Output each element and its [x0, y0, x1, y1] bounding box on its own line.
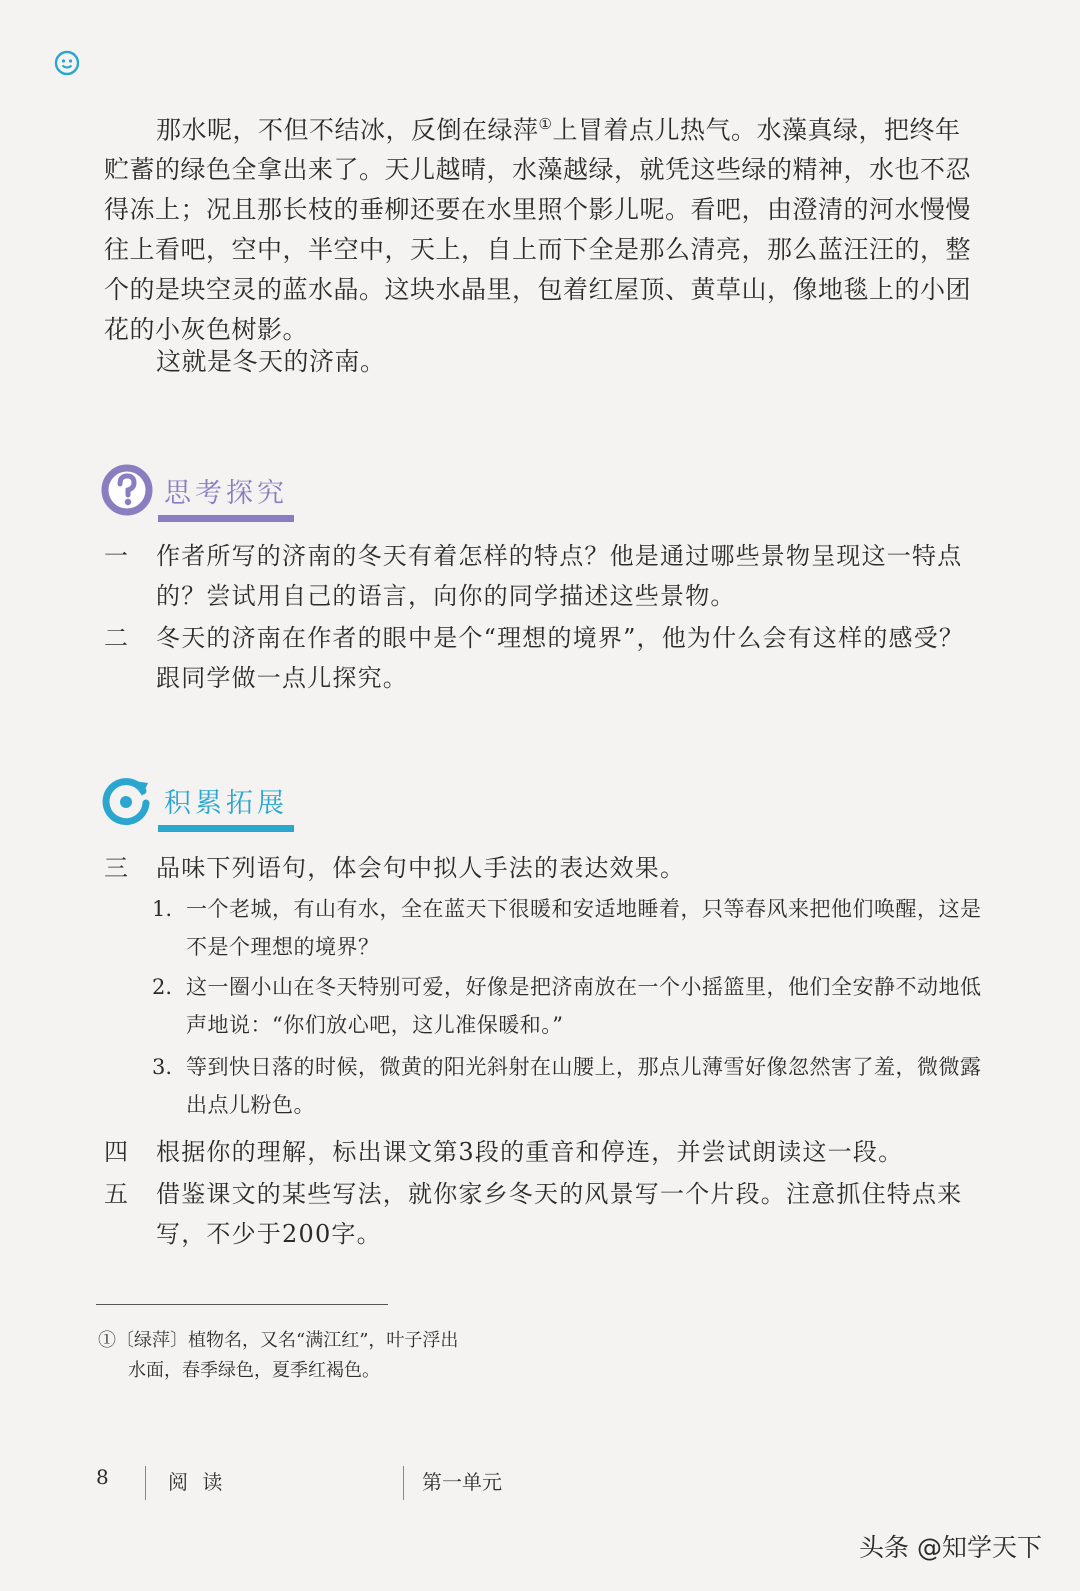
question-3	[104, 848, 984, 888]
footnote-ref: ①	[538, 115, 553, 133]
question-4	[104, 1132, 984, 1172]
sub-number: 2.	[152, 975, 173, 999]
question-1	[104, 536, 984, 616]
footer-divider	[403, 1466, 404, 1500]
question-text: 品味下列语句，体会句中拟人手法的表达效果。	[156, 854, 686, 882]
footer-unit: 第一单元	[422, 1470, 502, 1494]
footnote-rule	[96, 1304, 388, 1305]
passage-paragraph-1	[104, 104, 984, 350]
watermark: 头条 @知学天下	[859, 1533, 1042, 1562]
passage-text-a: 那水呢，不但不结冰，反倒在绿萍	[156, 115, 539, 145]
extend-title-underline	[158, 825, 294, 832]
passage-text-b: 上冒着点儿热气。水藻真绿，把终年贮蓄的绿色全拿出来了。天儿越晴，水藻越绿，就凭这些绿的精神，水也不忍得冻上；况且那长枝的垂柳还要在水里照个影儿呢。看吧，由澄清的河水慢慢往上看吧，空中，半空中，天上，自上而下全是那么清亮，那么蓝汪汪的，整个的是块空灵的蓝水晶。这块水晶里，包着红屋顶、黄草山，像地毯上的小团花的小灰色树影。	[104, 115, 972, 345]
question-number: 三	[104, 854, 128, 882]
footer-divider	[145, 1466, 146, 1500]
think-section-title	[164, 471, 288, 510]
think-title-underline	[158, 515, 294, 522]
question-number: 一	[104, 542, 128, 570]
sub-text: 一个老城，有山有水，全在蓝天下很暖和安适地睡着，只等春风来把他们唤醒，这是不是个理想的境界？	[186, 897, 982, 959]
page-number: 8	[96, 1465, 109, 1489]
footnote-line-2: 水面，春季绿色，夏季红褐色。	[128, 1360, 380, 1381]
think-title-text: 思考探究	[164, 477, 288, 509]
question-text: 根据你的理解，标出课文第3段的重音和停连，并尝试朗读这一段。	[156, 1138, 904, 1166]
question-number: 二	[104, 624, 128, 652]
extend-section-title	[164, 781, 288, 820]
extend-title-text: 积累拓展	[164, 787, 288, 819]
footnote-line-1: ①〔绿萍〕植物名，又名“满江红”，叶子浮出	[98, 1330, 459, 1351]
sub-text: 这一圈小山在冬天特别可爱，好像是把济南放在一个小摇篮里，他们全安静不动地低声地说：“你们放心吧，这儿准保暖和。”	[186, 975, 982, 1037]
sub-item-2	[152, 968, 982, 1044]
refresh-arrow-icon	[100, 773, 154, 827]
question-text: 借鉴课文的某些写法，就你家乡冬天的风景写一个片段。注意抓住特点来写，不少于200字。	[156, 1180, 963, 1248]
question-icon	[100, 463, 154, 517]
think-section-header	[100, 460, 288, 520]
question-text: 作者所写的济南的冬天有着怎样的特点？他是通过哪些景物呈现这一特点的？尝试用自己的语言，向你的同学描述这些景物。	[156, 542, 963, 610]
sub-item-1	[152, 890, 982, 966]
sub-number: 1.	[152, 897, 173, 921]
question-number: 四	[104, 1138, 128, 1166]
question-2	[104, 618, 984, 698]
sub-item-3	[152, 1048, 982, 1124]
question-text: 冬天的济南在作者的眼中是个“理想的境界”，他为什么会有这样的感受？跟同学做一点儿探究。	[156, 624, 965, 692]
smiley-icon	[54, 50, 80, 76]
sub-text: 等到快日落的时候，微黄的阳光斜射在山腰上，那点儿薄雪好像忽然害了羞，微微露出点儿粉色。	[186, 1055, 982, 1117]
passage-paragraph-2	[104, 342, 984, 382]
passage-text-c: 这就是冬天的济南。	[156, 347, 386, 376]
question-number: 五	[104, 1180, 128, 1208]
extend-section-header	[100, 770, 288, 830]
footnote	[98, 1326, 538, 1386]
sub-number: 3.	[152, 1055, 173, 1079]
question-5	[104, 1174, 984, 1254]
footer-section: 阅 读	[168, 1470, 227, 1494]
